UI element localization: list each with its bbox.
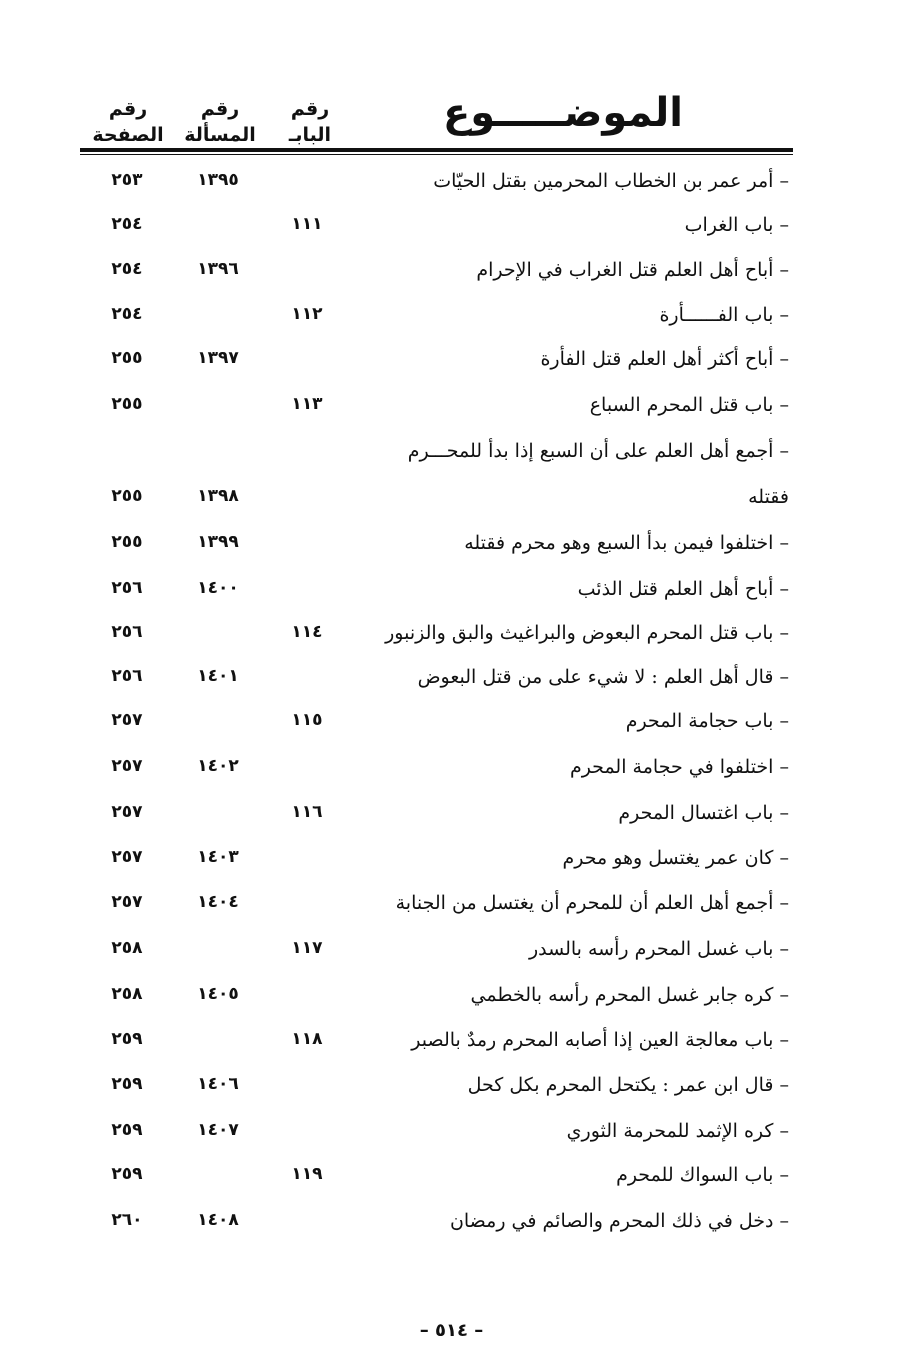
row-issue: ١٣٩٨	[197, 486, 239, 506]
row-page: ٢٥٥	[111, 486, 143, 506]
page-header-line2: الصفحة	[92, 124, 164, 146]
row-issue: ١٣٩٦	[197, 259, 239, 279]
index-row	[0, 752, 903, 792]
row-issue: ١٣٩٧	[197, 348, 239, 368]
index-row	[0, 662, 903, 702]
index-row	[0, 706, 903, 746]
row-issue: ١٤٠٤	[197, 892, 239, 912]
row-issue: ١٣٩٩	[197, 532, 239, 552]
index-row	[0, 1160, 903, 1200]
row-chapter: ١١٧	[291, 938, 323, 958]
index-row	[0, 574, 903, 614]
row-topic: – أباح أهل العلم قتل الذئب	[577, 578, 789, 600]
row-page: ٢٥٩	[111, 1029, 143, 1049]
row-topic: – كان عمر يغتسل وهو محرم	[562, 847, 789, 869]
row-page: ٢٥٦	[111, 578, 143, 598]
row-issue: ١٤٠٣	[197, 847, 239, 867]
index-row	[0, 1206, 903, 1246]
index-row	[0, 843, 903, 883]
row-issue: ١٤٠٦	[197, 1074, 239, 1094]
row-topic: – دخل في ذلك المحرم والصائم في رمضان	[449, 1210, 789, 1232]
row-page: ٢٥٦	[111, 622, 143, 642]
chapter-number-header	[270, 96, 350, 148]
row-issue: ١٤٠٧	[197, 1120, 239, 1140]
row-topic: – اختلفوا فيمن بدأ السبع وهو محرم فقتله	[464, 532, 789, 554]
row-topic: – كره جابر غسل المحرم رأسه بالخطمي	[470, 984, 789, 1006]
row-page: ٢٥٧	[111, 710, 143, 730]
issue-header-line1: رقم	[200, 98, 240, 120]
header-rule-thick	[80, 148, 793, 152]
row-topic: – باب غسل المحرم رأسه بالسدر	[528, 938, 789, 960]
row-chapter: ١١١	[291, 214, 323, 234]
row-page: ٢٥٩	[111, 1120, 143, 1140]
issue-number-header	[170, 96, 270, 148]
row-page: ٢٥٤	[111, 259, 143, 279]
row-page: ٢٥٧	[111, 756, 143, 776]
row-page: ٢٥٧	[111, 847, 143, 867]
index-row	[0, 888, 903, 928]
row-topic: – أمر عمر بن الخطاب المحرمين بقتل الحيّات	[433, 170, 789, 192]
index-row	[0, 1070, 903, 1110]
topic-column-header: الموضـــــوع	[442, 90, 683, 136]
row-page: ٢٥٤	[111, 304, 143, 324]
row-topic: – قال ابن عمر : يكتحل المحرم بكل كحل	[467, 1074, 789, 1096]
row-chapter: ١١٥	[291, 710, 323, 730]
index-row	[0, 798, 903, 838]
row-topic: – اختلفوا في حجامة المحرم	[569, 756, 789, 778]
row-chapter: ١١٦	[291, 802, 323, 822]
row-topic: – باب الفــــــأرة	[659, 304, 789, 326]
chapter-header-line1: رقم	[290, 98, 330, 120]
row-issue: ١٣٩٥	[197, 170, 239, 190]
row-issue: ١٤٠١	[197, 666, 239, 686]
index-row	[0, 166, 903, 206]
row-topic: – باب السواك للمحرم	[616, 1164, 789, 1186]
row-page: ٢٥٩	[111, 1074, 143, 1094]
row-page: ٢٥٥	[111, 348, 143, 368]
row-page: ٢٦٠	[111, 1210, 143, 1230]
index-row	[0, 255, 903, 295]
row-chapter: ١١٤	[291, 622, 323, 642]
row-topic: – باب قتل المحرم البعوض والبراغيث والبق والزنبور	[385, 622, 789, 644]
row-chapter: ١١٣	[291, 394, 323, 414]
index-row	[0, 210, 903, 250]
row-page: ٢٥٩	[111, 1164, 143, 1184]
row-topic: فقتله	[748, 486, 789, 508]
row-topic: – باب الغراب	[684, 214, 789, 236]
chapter-header-line2: البابـ	[288, 124, 332, 146]
row-page: ٢٥٣	[111, 170, 143, 190]
row-topic: – قال أهل العلم : لا شيء على من قتل البعوض	[417, 666, 789, 688]
row-topic: – أجمع أهل العلم على أن السبع إذا بدأ للمحـــرم	[407, 440, 789, 462]
row-topic: – باب قتل المحرم السباع	[589, 394, 789, 416]
index-row	[0, 344, 903, 384]
row-topic: – باب اغتسال المحرم	[618, 802, 789, 824]
index-row	[0, 300, 903, 340]
row-topic: – باب حجامة المحرم	[625, 710, 789, 732]
row-issue: ١٤٠٢	[197, 756, 239, 776]
row-page: ٢٥٥	[111, 394, 143, 414]
index-row	[0, 482, 903, 522]
row-topic: – أباح أهل العلم قتل الغراب في الإحرام	[476, 259, 789, 281]
page-number-header	[78, 96, 178, 148]
row-topic: – باب معالجة العين إذا أصابه المحرم رمدٌ بالصبر	[411, 1029, 789, 1051]
row-page: ٢٥٤	[111, 214, 143, 234]
page-number: – ٥١٤ –	[419, 1320, 484, 1341]
header-rule-thin	[80, 154, 793, 155]
row-issue: ١٤٠٨	[197, 1210, 239, 1230]
row-page: ٢٥٦	[111, 666, 143, 686]
index-row	[0, 1116, 903, 1156]
index-row	[0, 390, 903, 430]
issue-header-line2: المسألة	[184, 124, 256, 146]
index-row	[0, 980, 903, 1020]
row-page: ٢٥٧	[111, 802, 143, 822]
row-topic: – أجمع أهل العلم أن للمحرم أن يغتسل من الجنابة	[395, 892, 789, 914]
row-topic: – كره الإثمد للمحرمة الثوري	[566, 1120, 789, 1142]
row-page: ٢٥٨	[111, 938, 143, 958]
row-page: ٢٥٥	[111, 532, 143, 552]
index-row	[0, 618, 903, 658]
row-page: ٢٥٧	[111, 892, 143, 912]
row-chapter: ١١٢	[291, 304, 323, 324]
row-issue: ١٤٠٥	[197, 984, 239, 1004]
row-chapter: ١١٩	[291, 1164, 323, 1184]
row-topic: – أباح أكثر أهل العلم قتل الفأرة	[540, 348, 789, 370]
page-header-line1: رقم	[108, 98, 148, 120]
index-row	[0, 1025, 903, 1065]
row-page: ٢٥٨	[111, 984, 143, 1004]
row-issue: ١٤٠٠	[197, 578, 239, 598]
index-row	[0, 528, 903, 568]
index-row	[0, 934, 903, 974]
row-chapter: ١١٨	[291, 1029, 323, 1049]
index-row	[0, 436, 903, 476]
